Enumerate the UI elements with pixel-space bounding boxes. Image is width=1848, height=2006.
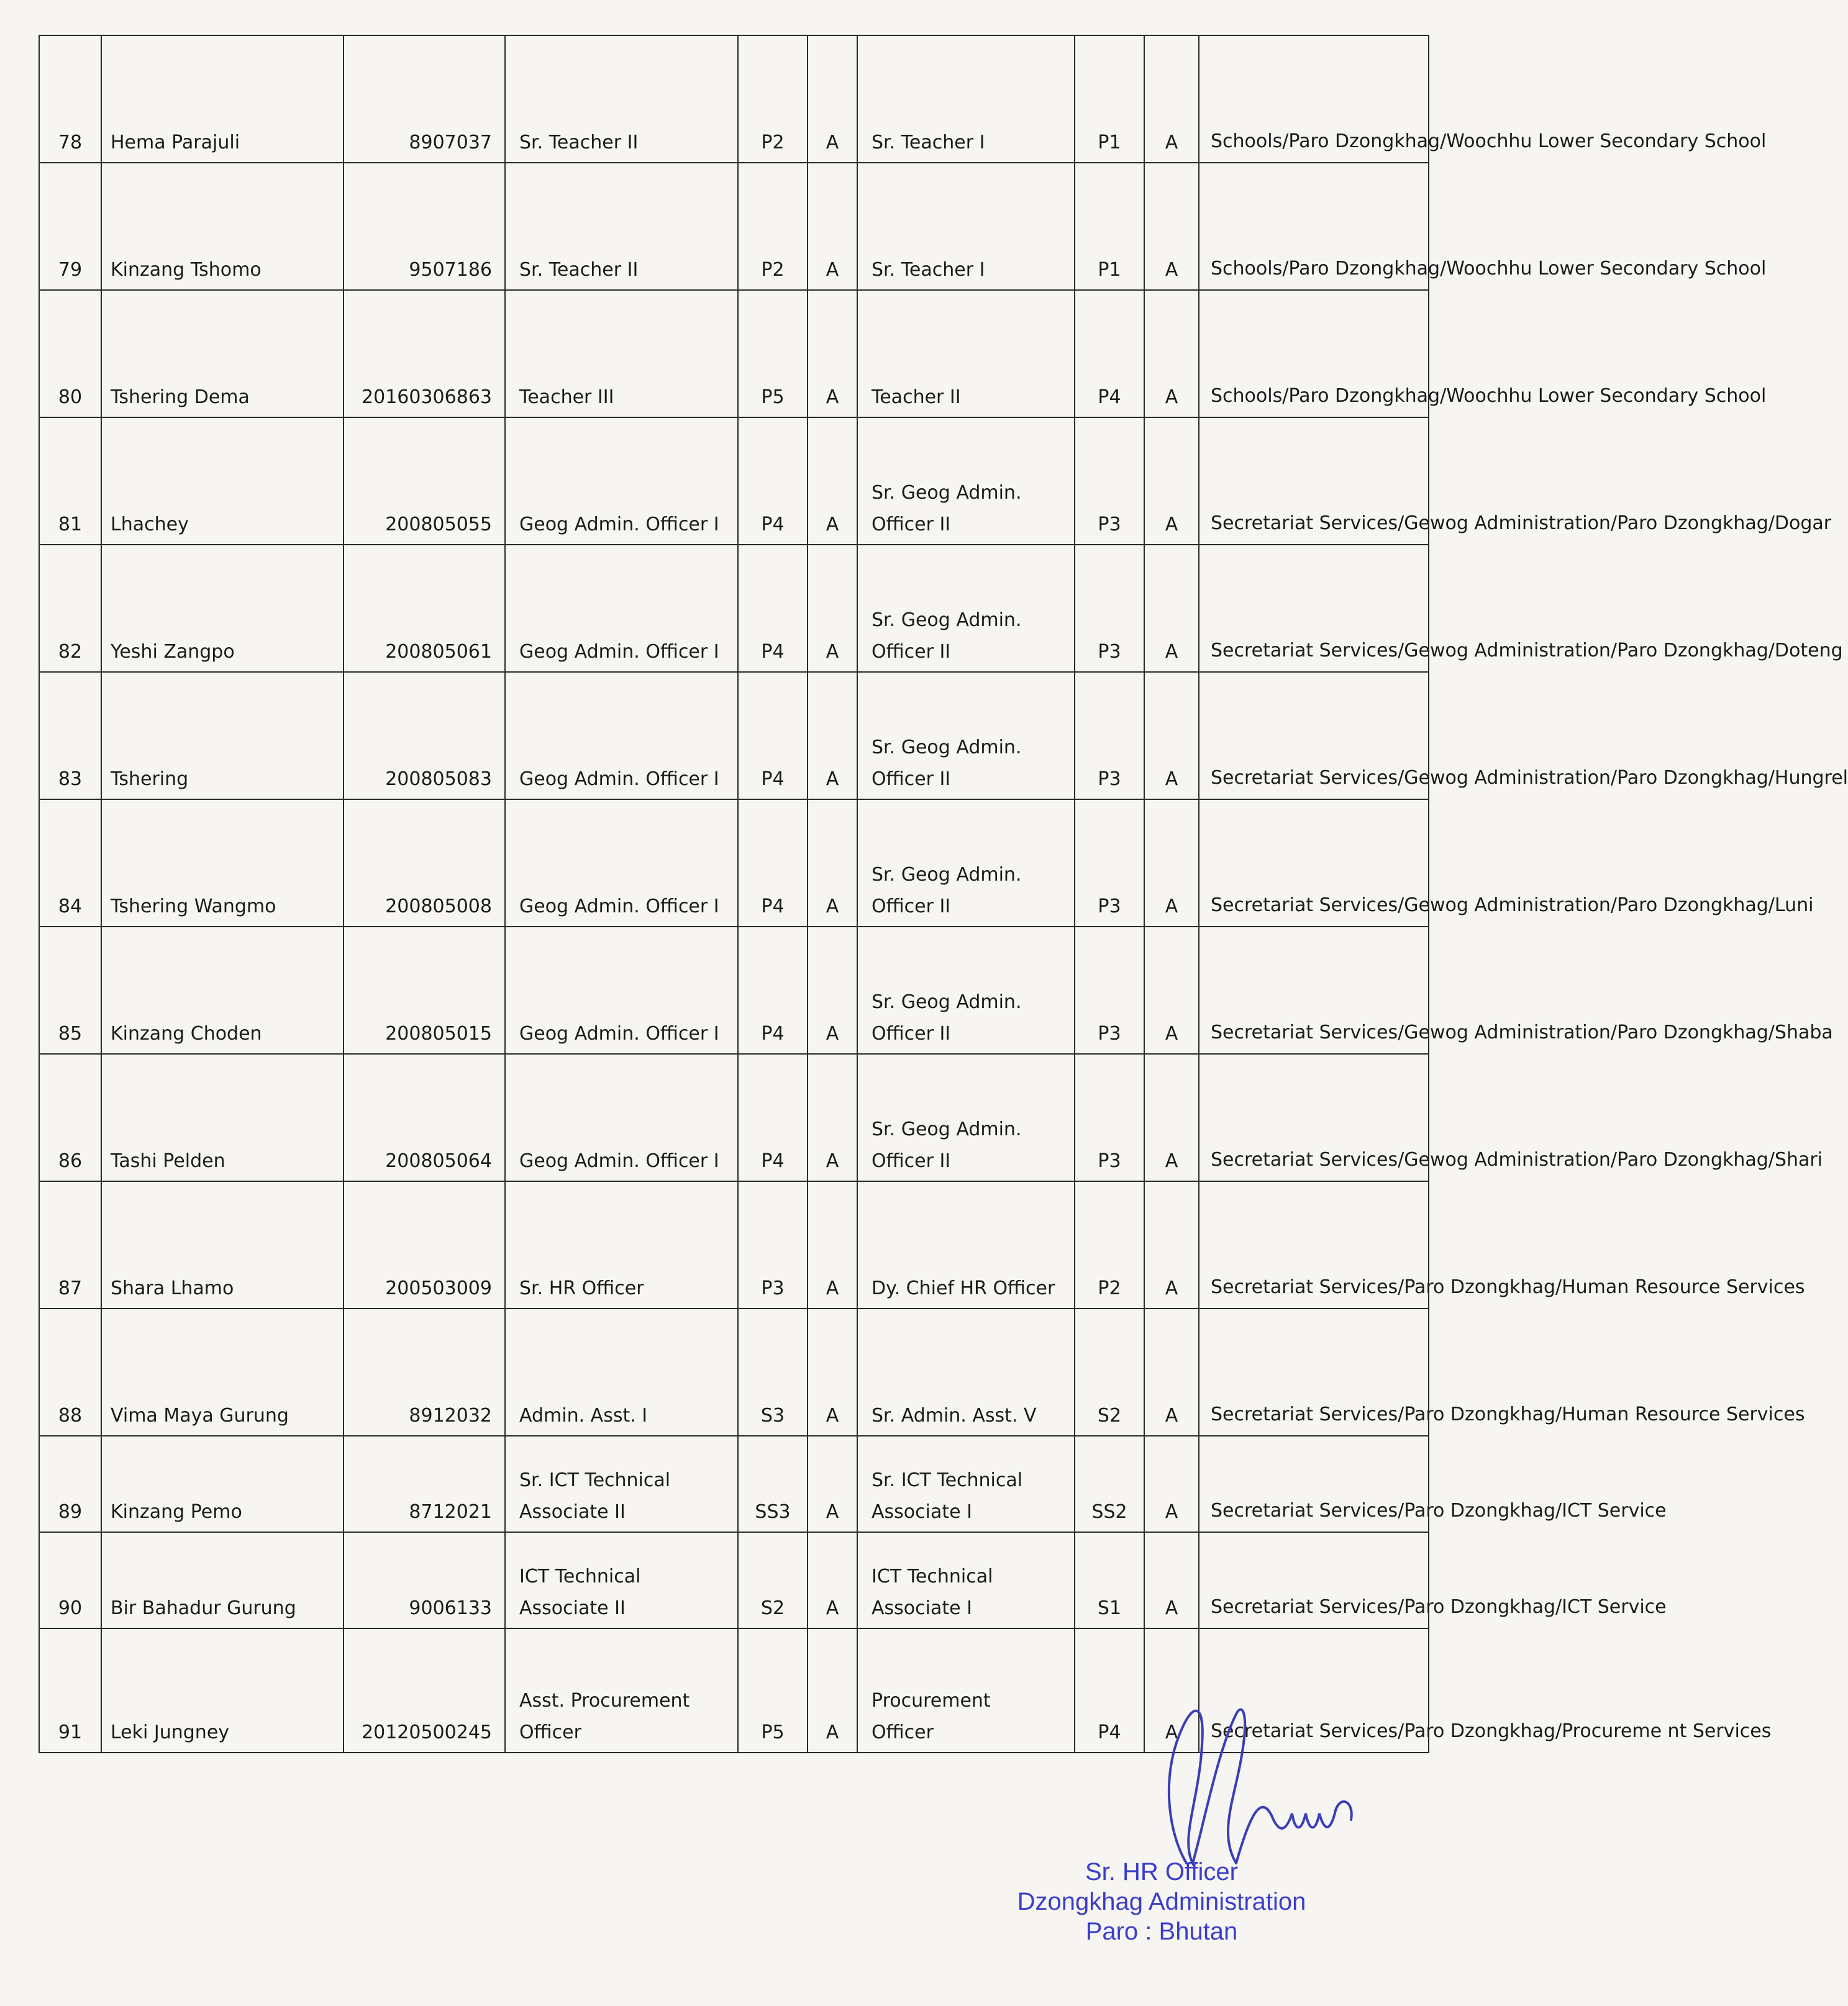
promoted-position-cell: Sr. Geog Admin. Officer II <box>857 927 1075 1054</box>
name-cell: Kinzang Pemo <box>101 1436 344 1532</box>
agency-cell: Secretariat Services/Gewog Administration/Paro Dzongkhag/Doteng <box>1199 545 1429 672</box>
serial-cell: 86 <box>39 1054 101 1181</box>
current-position-cell: Admin. Asst. I <box>505 1309 738 1436</box>
current-category-cell: A <box>808 1436 857 1532</box>
promoted-position-cell: Dy. Chief HR Officer <box>857 1181 1075 1309</box>
current-category-cell: A <box>808 1532 857 1628</box>
table-row <box>39 1628 1429 1753</box>
eid-cell: 200805015 <box>344 927 505 1054</box>
promoted-position-cell: Sr. Admin. Asst. V <box>857 1309 1075 1436</box>
promoted-category-cell: A <box>1144 1181 1199 1309</box>
promoted-level-cell: P3 <box>1075 545 1144 672</box>
current-category-cell: A <box>808 1628 857 1753</box>
eid-cell: 200805055 <box>344 417 505 545</box>
name-cell: Bir Bahadur Gurung <box>101 1532 344 1628</box>
name-cell: Tashi Pelden <box>101 1054 344 1181</box>
name-cell: Shara Lhamo <box>101 1181 344 1309</box>
eid-cell: 20120500245 <box>344 1628 505 1753</box>
promoted-position-cell: Sr. Teacher I <box>857 35 1075 163</box>
name-cell: Tshering Wangmo <box>101 799 344 927</box>
current-category-cell: A <box>808 1181 857 1309</box>
agency-cell: Secretariat Services/Gewog Administration/Paro Dzongkhag/Dogar <box>1199 417 1429 545</box>
serial-cell: 87 <box>39 1181 101 1309</box>
promoted-level-cell: P3 <box>1075 1054 1144 1181</box>
promoted-category-cell: A <box>1144 35 1199 163</box>
serial-cell: 83 <box>39 672 101 799</box>
current-position-cell: Geog Admin. Officer I <box>505 417 738 545</box>
agency-cell: Secretariat Services/Paro Dzongkhag/ICT Service <box>1199 1436 1429 1532</box>
promoted-level-cell: P4 <box>1075 290 1144 417</box>
agency-cell: Schools/Paro Dzongkhag/Woochhu Lower Secondary School <box>1199 163 1429 290</box>
promoted-category-cell: A <box>1144 290 1199 417</box>
promoted-level-cell: P3 <box>1075 799 1144 927</box>
agency-cell: Schools/Paro Dzongkhag/Woochhu Lower Secondary School <box>1199 290 1429 417</box>
official-stamp <box>975 1857 1348 1946</box>
table-row <box>39 417 1429 545</box>
eid-cell: 200805064 <box>344 1054 505 1181</box>
table-row <box>39 35 1429 163</box>
promoted-category-cell: A <box>1144 799 1199 927</box>
name-cell: Kinzang Choden <box>101 927 344 1054</box>
current-category-cell: A <box>808 1309 857 1436</box>
current-level-cell: P3 <box>738 1181 808 1309</box>
current-position-cell: Geog Admin. Officer I <box>505 1054 738 1181</box>
eid-cell: 20160306863 <box>344 290 505 417</box>
current-level-cell: P5 <box>738 1628 808 1753</box>
promoted-level-cell: P2 <box>1075 1181 1144 1309</box>
promoted-position-cell: Sr. Geog Admin. Officer II <box>857 672 1075 799</box>
serial-cell: 78 <box>39 35 101 163</box>
table-row <box>39 1181 1429 1309</box>
serial-cell: 90 <box>39 1532 101 1628</box>
current-position-cell: Geog Admin. Officer I <box>505 672 738 799</box>
table-row <box>39 1436 1429 1532</box>
promoted-category-cell: A <box>1144 1054 1199 1181</box>
promoted-level-cell: P3 <box>1075 672 1144 799</box>
agency-cell: Secretariat Services/Paro Dzongkhag/Procureme nt Services <box>1199 1628 1429 1753</box>
table-row <box>39 545 1429 672</box>
current-position-cell: Sr. Teacher II <box>505 35 738 163</box>
current-category-cell: A <box>808 290 857 417</box>
table-row <box>39 1309 1429 1436</box>
promoted-position-cell: ICT Technical Associate I <box>857 1532 1075 1628</box>
promoted-category-cell: A <box>1144 672 1199 799</box>
agency-cell: Secretariat Services/Gewog Administration/Paro Dzongkhag/Shaba <box>1199 927 1429 1054</box>
agency-cell: Secretariat Services/Paro Dzongkhag/ICT Service <box>1199 1532 1429 1628</box>
agency-cell: Secretariat Services/Paro Dzongkhag/Human Resource Services <box>1199 1181 1429 1309</box>
eid-cell: 200805008 <box>344 799 505 927</box>
current-level-cell: P2 <box>738 163 808 290</box>
eid-cell: 8912032 <box>344 1309 505 1436</box>
promoted-category-cell: A <box>1144 1309 1199 1436</box>
promoted-level-cell: P1 <box>1075 163 1144 290</box>
current-level-cell: P5 <box>738 290 808 417</box>
table-row <box>39 927 1429 1054</box>
current-category-cell: A <box>808 163 857 290</box>
serial-cell: 82 <box>39 545 101 672</box>
name-cell: Yeshi Zangpo <box>101 545 344 672</box>
current-category-cell: A <box>808 35 857 163</box>
current-category-cell: A <box>808 1054 857 1181</box>
table-row <box>39 290 1429 417</box>
current-level-cell: P4 <box>738 545 808 672</box>
table-body <box>39 35 1848 1753</box>
eid-cell: 9507186 <box>344 163 505 290</box>
promoted-level-cell: S2 <box>1075 1309 1144 1436</box>
promoted-category-cell: A <box>1144 163 1199 290</box>
table-row <box>39 1054 1429 1181</box>
table-row <box>39 799 1429 927</box>
eid-cell: 200503009 <box>344 1181 505 1309</box>
promoted-level-cell: P4 <box>1075 1628 1144 1753</box>
eid-cell: 8907037 <box>344 35 505 163</box>
current-position-cell: Sr. Teacher II <box>505 163 738 290</box>
current-level-cell: S3 <box>738 1309 808 1436</box>
promoted-position-cell: Sr. ICT Technical Associate I <box>857 1436 1075 1532</box>
current-level-cell: P4 <box>738 927 808 1054</box>
promoted-position-cell: Teacher II <box>857 290 1075 417</box>
agency-cell: Secretariat Services/Gewog Administration/Paro Dzongkhag/Luni <box>1199 799 1429 927</box>
table-row <box>39 1532 1429 1628</box>
agency-cell: Secretariat Services/Gewog Administration/Paro Dzongkhag/Shari <box>1199 1054 1429 1181</box>
serial-cell: 79 <box>39 163 101 290</box>
promoted-category-cell: A <box>1144 1628 1199 1753</box>
agency-cell: Secretariat Services/Gewog Administration/Paro Dzongkhag/Hungrel <box>1199 672 1429 799</box>
promoted-level-cell: S1 <box>1075 1532 1144 1628</box>
promoted-position-cell: Procurement Officer <box>857 1628 1075 1753</box>
stamp-line-place: Paro : Bhutan <box>1085 1918 1238 1945</box>
current-position-cell: Geog Admin. Officer I <box>505 545 738 672</box>
promoted-position-cell: Sr. Teacher I <box>857 163 1075 290</box>
promoted-level-cell: P1 <box>1075 35 1144 163</box>
eid-cell: 200805061 <box>344 545 505 672</box>
name-cell: Kinzang Tshomo <box>101 163 344 290</box>
promoted-category-cell: A <box>1144 927 1199 1054</box>
current-category-cell: A <box>808 927 857 1054</box>
stamp-line-title: Sr. HR Officer <box>1085 1858 1238 1886</box>
promoted-position-cell: Sr. Geog Admin. Officer II <box>857 417 1075 545</box>
current-position-cell: Sr. ICT Technical Associate II <box>505 1436 738 1532</box>
promoted-category-cell: A <box>1144 417 1199 545</box>
promoted-level-cell: P3 <box>1075 417 1144 545</box>
current-position-cell: Teacher III <box>505 290 738 417</box>
promoted-position-cell: Sr. Geog Admin. Officer II <box>857 799 1075 927</box>
agency-cell: Schools/Paro Dzongkhag/Woochhu Lower Secondary School <box>1199 35 1429 163</box>
promoted-level-cell: SS2 <box>1075 1436 1144 1532</box>
name-cell: Leki Jungney <box>101 1628 344 1753</box>
current-level-cell: P4 <box>738 1054 808 1181</box>
serial-cell: 84 <box>39 799 101 927</box>
promoted-position-cell: Sr. Geog Admin. Officer II <box>857 545 1075 672</box>
promotion-table <box>39 35 1848 1753</box>
eid-cell: 8712021 <box>344 1436 505 1532</box>
current-level-cell: SS3 <box>738 1436 808 1532</box>
current-category-cell: A <box>808 417 857 545</box>
current-position-cell: Sr. HR Officer <box>505 1181 738 1309</box>
name-cell: Hema Parajuli <box>101 35 344 163</box>
eid-cell: 200805083 <box>344 672 505 799</box>
current-level-cell: P4 <box>738 417 808 545</box>
table-row <box>39 672 1429 799</box>
serial-cell: 88 <box>39 1309 101 1436</box>
promoted-level-cell: P3 <box>1075 927 1144 1054</box>
serial-cell: 85 <box>39 927 101 1054</box>
current-category-cell: A <box>808 799 857 927</box>
table-row <box>39 163 1429 290</box>
current-level-cell: P4 <box>738 799 808 927</box>
promoted-category-cell: A <box>1144 1436 1199 1532</box>
current-level-cell: P4 <box>738 672 808 799</box>
current-position-cell: Geog Admin. Officer I <box>505 799 738 927</box>
current-category-cell: A <box>808 672 857 799</box>
current-position-cell: Asst. Procurement Officer <box>505 1628 738 1753</box>
current-position-cell: Geog Admin. Officer I <box>505 927 738 1054</box>
name-cell: Lhachey <box>101 417 344 545</box>
serial-cell: 80 <box>39 290 101 417</box>
name-cell: Tshering Dema <box>101 290 344 417</box>
agency-cell: Secretariat Services/Paro Dzongkhag/Human Resource Services <box>1199 1309 1429 1436</box>
name-cell: Vima Maya Gurung <box>101 1309 344 1436</box>
current-position-cell: ICT Technical Associate II <box>505 1532 738 1628</box>
serial-cell: 81 <box>39 417 101 545</box>
current-level-cell: P2 <box>738 35 808 163</box>
eid-cell: 9006133 <box>344 1532 505 1628</box>
stamp-line-office: Dzongkhag Administration <box>1017 1888 1306 1915</box>
serial-cell: 89 <box>39 1436 101 1532</box>
name-cell: Tshering <box>101 672 344 799</box>
promoted-category-cell: A <box>1144 1532 1199 1628</box>
promoted-category-cell: A <box>1144 545 1199 672</box>
promoted-position-cell: Sr. Geog Admin. Officer II <box>857 1054 1075 1181</box>
current-level-cell: S2 <box>738 1532 808 1628</box>
current-category-cell: A <box>808 545 857 672</box>
serial-cell: 91 <box>39 1628 101 1753</box>
